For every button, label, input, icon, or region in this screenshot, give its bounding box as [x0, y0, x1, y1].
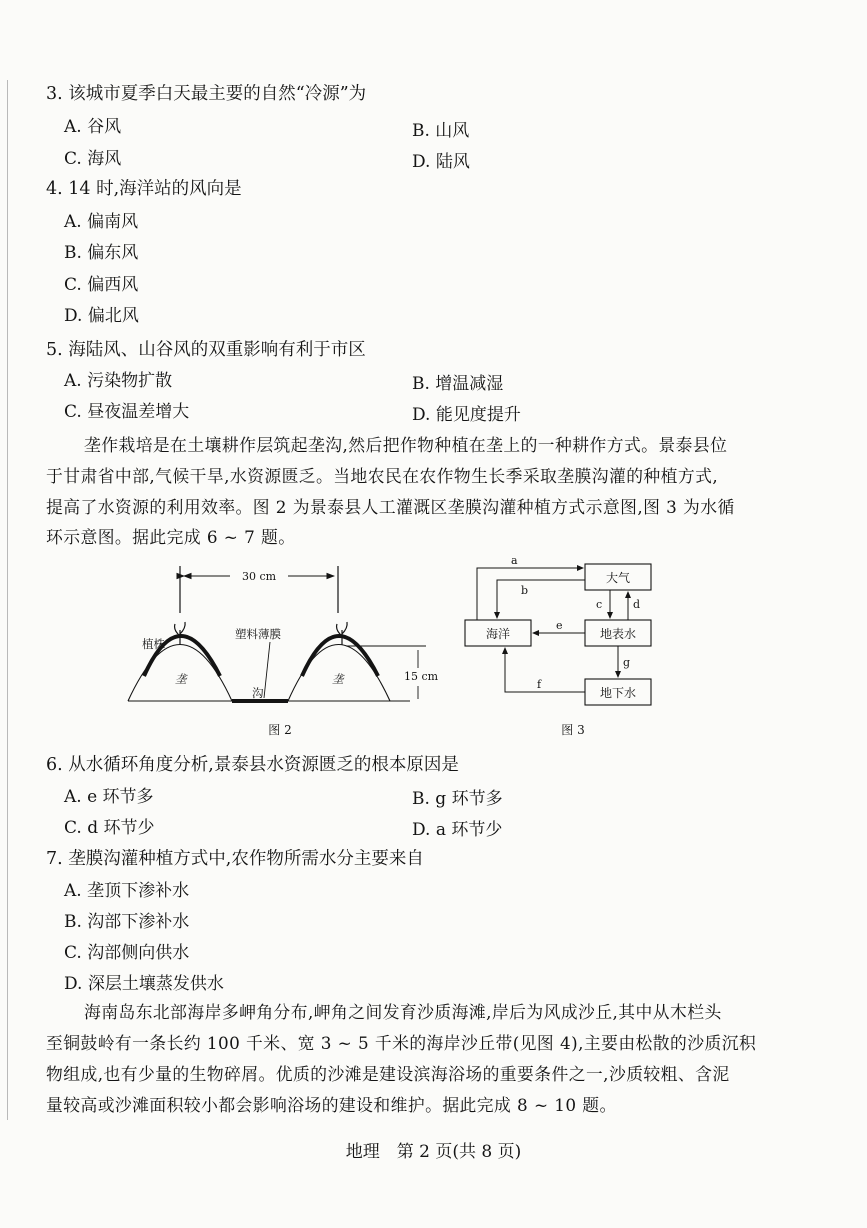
label-g: g: [623, 656, 631, 669]
left-plant-icon: [175, 622, 186, 645]
q5-option-a: A. 污染物扩散: [64, 371, 173, 391]
right-ridge-label: 垄: [332, 672, 344, 686]
arrow-a: [477, 568, 583, 620]
passage-2-line-3: 物组成,也有少量的生物碎屑。优质的沙滩是建设滨海浴场的重要条件之一,沙质较粗、含泥: [46, 1064, 730, 1084]
q5-option-c: C. 昼夜温差增大: [64, 402, 190, 422]
passage-1-line-2: 于甘肃省中部,气候干旱,水资源匮乏。当地农民在农作物生长季采取垄膜沟灌的种植方式,: [46, 466, 719, 486]
passage-2-line-1: 海南岛东北部海岸多岬角分布,岬角之间发育沙质海滩,岸后为风成沙丘,其中从木栏头: [84, 1002, 722, 1022]
q7-option-d: D. 深层土壤蒸发供水: [64, 974, 224, 994]
left-ridge-label: 垄: [175, 672, 187, 686]
q6-option-b: B. g 环节多: [412, 789, 503, 809]
label-e: e: [556, 619, 563, 632]
passage-1-line-1: 垄作栽培是在土壤耕作层筑起垄沟,然后把作物种植在垄上的一种耕作方式。景泰县位: [84, 435, 728, 455]
arrow-b: [497, 580, 585, 618]
right-plant-icon: [337, 622, 348, 645]
q3-option-b: B. 山风: [412, 121, 470, 141]
arrow-f: [505, 648, 585, 692]
q4-option-d: D. 偏北风: [64, 306, 139, 326]
q4-option-b: B. 偏东风: [64, 243, 139, 263]
q3-option-c: C. 海风: [64, 149, 122, 169]
label-a: a: [511, 554, 518, 567]
height-label: 15 cm: [404, 670, 439, 683]
passage-1-line-3: 提高了水资源的利用效率。图 2 为景泰县人工灌溉区垄膜沟灌种植方式示意图,图 3 为水循: [46, 497, 735, 517]
q4-option-c: C. 偏西风: [64, 275, 139, 295]
page-edge-line: [7, 80, 8, 1120]
width-label: 30 cm: [241, 570, 277, 583]
question-3-stem: 3. 该城市夏季白天最主要的自然“冷源”为: [46, 84, 367, 104]
furrow-label: 沟: [252, 686, 264, 700]
label-f: f: [537, 678, 542, 691]
question-7-stem: 7. 垄膜沟灌种植方式中,农作物所需水分主要来自: [46, 849, 424, 869]
q3-option-a: A. 谷风: [64, 117, 122, 137]
label-c: c: [596, 598, 603, 611]
q6-option-d: D. a 环节少: [412, 820, 503, 840]
ocean-label: 海洋: [485, 627, 511, 641]
right-ridge-film: [302, 636, 378, 676]
passage-2-line-4: 量较高或沙滩面积较小都会影响浴场的建设和维护。据此完成 8 ~ 10 题。: [46, 1095, 617, 1115]
passage-2-line-2: 至铜鼓岭有一条长约 100 千米、宽 3 ~ 5 千米的海岸沙丘带(见图 4),主要由松散的沙质沉积: [46, 1033, 757, 1053]
q5-option-b: B. 增温减湿: [412, 374, 504, 394]
figure-2-ridge-diagram: [120, 558, 450, 743]
q7-option-b: B. 沟部下渗补水: [64, 912, 190, 932]
q7-option-a: A. 垄顶下渗补水: [64, 881, 190, 901]
groundwater-label: 地下水: [599, 686, 637, 700]
q5-option-d: D. 能见度提升: [412, 405, 521, 425]
label-d: d: [633, 598, 641, 611]
question-4-stem: 4. 14 时,海洋站的风向是: [46, 179, 242, 199]
label-b: b: [521, 584, 529, 597]
figure-3-caption: 图 3: [561, 723, 585, 737]
q6-option-c: C. d 环节少: [64, 818, 155, 838]
film-label: 塑料薄膜: [235, 627, 281, 641]
surface-water-label: 地表水: [599, 627, 637, 641]
q3-option-d: D. 陆风: [412, 152, 470, 172]
plant-label: 植株: [142, 637, 165, 651]
atmosphere-label: 大气: [605, 571, 631, 585]
question-5-stem: 5. 海陆风、山谷风的双重影响有利于市区: [46, 340, 366, 360]
figure-2-caption: 图 2: [268, 723, 292, 737]
q4-option-a: A. 偏南风: [64, 212, 139, 232]
q6-option-a: A. e 环节多: [64, 787, 154, 807]
figure-3-water-cycle-diagram: [455, 552, 675, 744]
page-footer: 地理 第 2 页(共 8 页): [345, 1142, 522, 1162]
passage-1-line-4: 环示意图。据此完成 6 ~ 7 题。: [46, 527, 296, 547]
question-6-stem: 6. 从水循环角度分析,景泰县水资源匮乏的根本原因是: [46, 755, 459, 775]
q7-option-c: C. 沟部侧向供水: [64, 943, 190, 963]
